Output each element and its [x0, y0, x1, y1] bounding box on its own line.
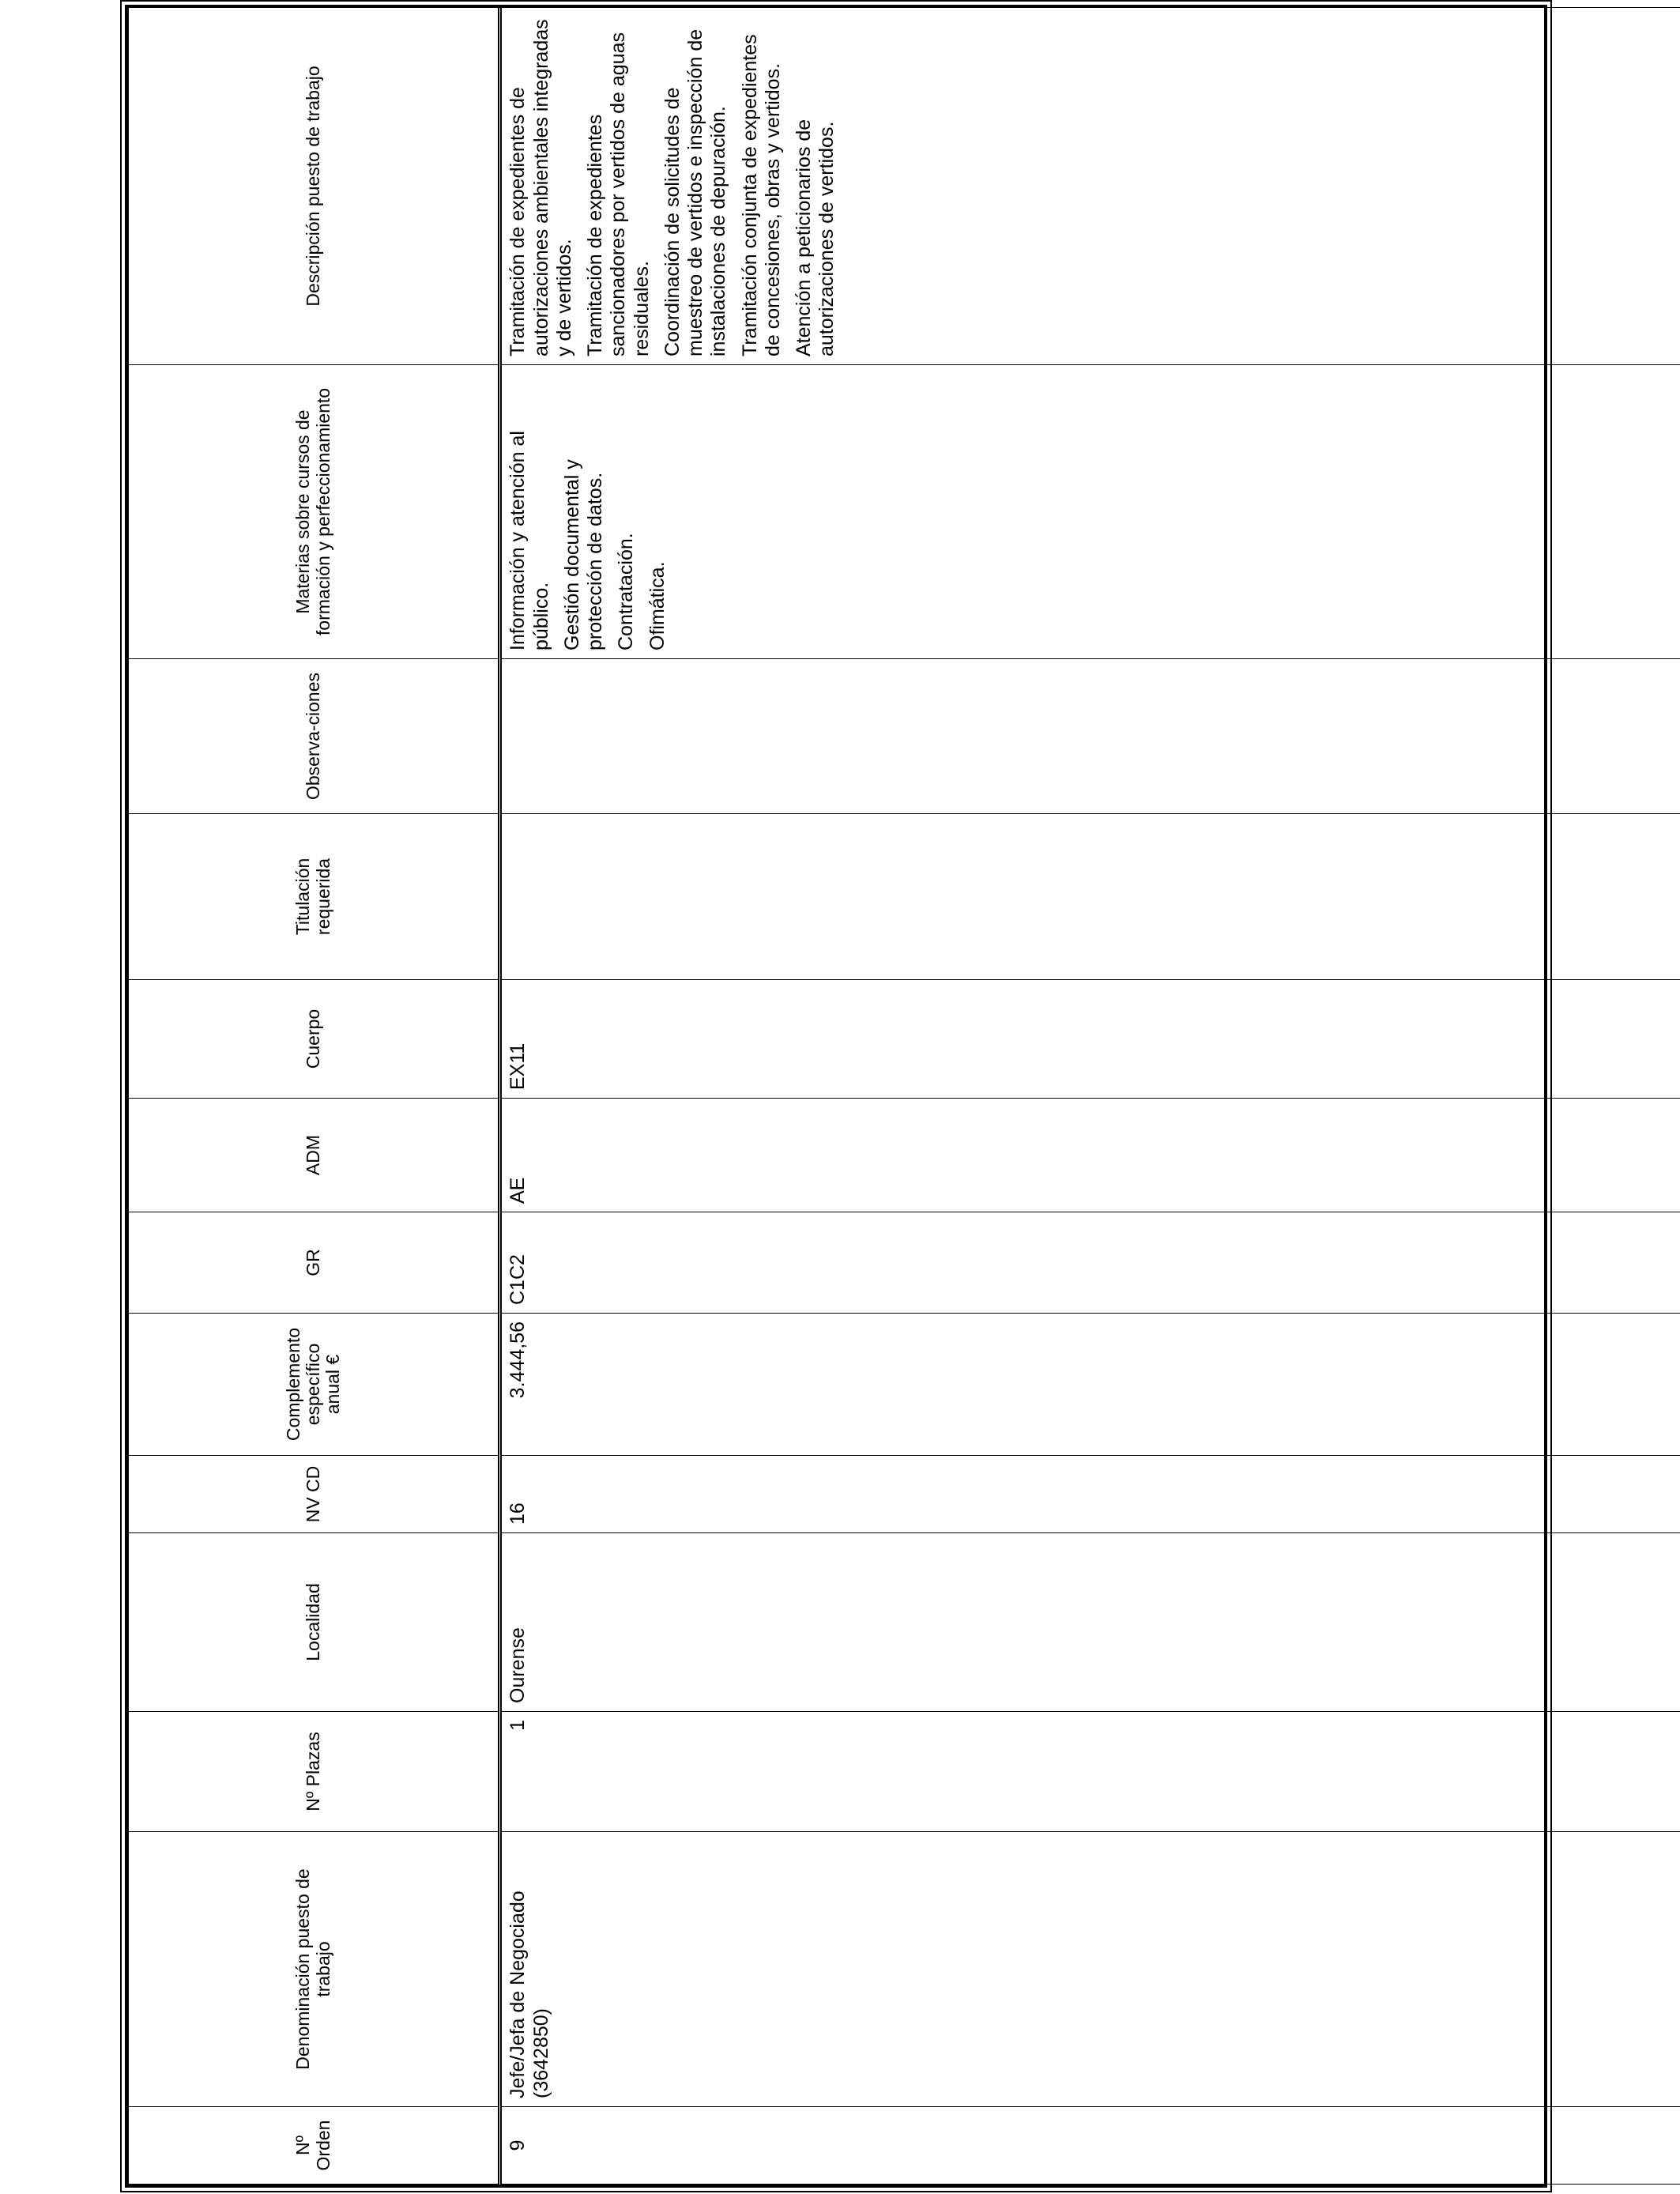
cell-localidad: Ourense [500, 1533, 1680, 1712]
list-item: Tramitación de expedientes sancionadores por vertidos de aguas residuales. [584, 32, 653, 356]
header-adm: ADM [129, 1099, 500, 1212]
header-nivel: NV CD [129, 1456, 500, 1533]
positions-table [128, 7, 1680, 2185]
header-grupo: GR [129, 1212, 500, 1314]
header-complemento: Complemento específico anual € [129, 1314, 500, 1456]
cell-grupo: C1C2 [500, 1212, 1680, 1314]
list-item: Información y atención al público. [507, 431, 552, 650]
cell-nivel: 16 [500, 1456, 1680, 1533]
header-cuerpo: Cuerpo [129, 980, 500, 1099]
header-titulacion: Titulación requerida [129, 814, 500, 980]
header-observaciones: Observa-ciones [129, 659, 500, 814]
cell-materias [500, 365, 1680, 659]
cell-adm: AE [500, 1099, 1680, 1212]
list-item: Atención a peticionarios de autorizaciones de vertidos. [793, 119, 838, 356]
header-row [129, 8, 500, 2185]
cell-cuerpo: EX11 [500, 980, 1680, 1099]
header-materias: Materias sobre cursos de formación y perfeccionamiento [129, 365, 500, 659]
list-item: Gestión documental y protección de datos. [560, 459, 607, 650]
positions-table-frame [125, 5, 1547, 2188]
list-item: Ofimática. [646, 561, 669, 650]
cell-plazas: 1 [500, 1712, 1680, 1832]
list-item: Contratación. [615, 533, 638, 650]
header-localidad: Localidad [129, 1533, 500, 1712]
header-denominacion: Denominación puesto de trabajo [129, 1832, 500, 2107]
list-item: Tramitación conjunta de expedientes de concesiones, obras y vertidos. [738, 34, 784, 356]
cell-complemento: 3.444,56 [500, 1314, 1680, 1456]
header-orden: Nº Orden [129, 2107, 500, 2185]
cell-descripcion [500, 8, 1680, 365]
list-item: Coordinación de solicitudes de muestreo de vertidos e inspección de instalaciones de depuración. [661, 28, 730, 356]
cell-orden: 9 [500, 2107, 1680, 2185]
table-row [500, 8, 1680, 2185]
cell-titulacion [500, 814, 1680, 980]
cell-denominacion: Jefe/Jefa de Negociado (3642850) [500, 1832, 1680, 2107]
header-descripcion: Descripción puesto de trabajo [129, 8, 500, 365]
list-item: Tramitación de expedientes de autorizaciones ambientales integradas y de vertidos. [507, 19, 575, 356]
cell-observaciones [500, 659, 1680, 814]
header-plazas: Nº Plazas [129, 1712, 500, 1832]
